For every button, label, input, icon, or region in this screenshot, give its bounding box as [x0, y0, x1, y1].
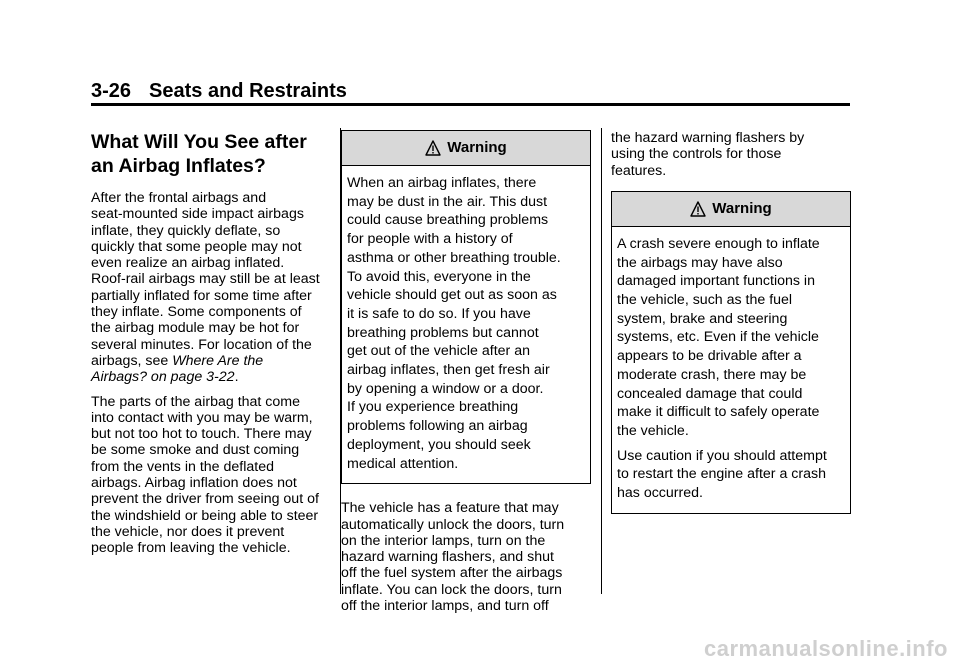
cross-reference-link-cont[interactable]: Airbags? on page 3-22 — [91, 369, 235, 386]
text-line: may be dust in the air. This dust — [347, 193, 548, 210]
page-number: 3-26 — [91, 80, 132, 102]
text-line: off the fuel system after the airbags — [341, 565, 563, 582]
text-line: moderate crash, there may be — [617, 366, 807, 383]
body-paragraph — [91, 394, 331, 557]
section-heading-line-2: an Airbag Inflates? — [91, 155, 266, 177]
page-header — [91, 79, 347, 103]
text-line: concealed damage that could — [617, 385, 803, 402]
text-line: the vehicle, nor does it prevent — [91, 523, 285, 540]
text-line: make it difficult to safely operate — [617, 404, 820, 421]
text-line: medical attention. — [347, 455, 459, 472]
text-line: airbags, see — [91, 352, 173, 369]
text-line: hazard warning flashers, and shut — [341, 549, 554, 566]
warning-text — [347, 174, 585, 473]
text-line: into contact with you may be warm, — [91, 409, 313, 426]
column-3 — [611, 130, 851, 514]
text-line: The parts of the airbag that come — [91, 393, 300, 410]
text-line: . — [234, 369, 239, 386]
text-line: the vehicle. — [617, 422, 689, 439]
text-line: the windshield or being able to steer — [91, 507, 319, 524]
text-line: even realize an airbag inflated. — [91, 255, 285, 272]
text-line: several minutes. For location of the — [91, 336, 312, 353]
text-line: partially inflated for some time after — [91, 287, 312, 304]
warning-text-1 — [617, 235, 845, 441]
warning-box-dust — [341, 130, 591, 484]
section-heading-line-1: What Will You See after — [91, 131, 307, 153]
text-line: the vehicle, such as the fuel — [617, 292, 793, 308]
body-paragraph — [341, 500, 591, 614]
text-line: vehicle should get out as soon as — [347, 287, 557, 304]
text-line: it is safe to do so. If you have — [347, 305, 531, 322]
column-2 — [341, 130, 591, 622]
text-line: people from leaving the vehicle. — [91, 540, 291, 557]
text-line: the airbags may have also — [617, 254, 783, 271]
section-title-header: Seats and Restraints — [149, 80, 347, 102]
text-line: When an airbag inflates, there — [347, 175, 537, 191]
warning-triangle-icon — [425, 140, 441, 156]
column-1 — [91, 130, 331, 565]
text-line: deployment, you should seek — [347, 436, 531, 453]
text-line: off the interior lamps, and turn off — [341, 598, 549, 615]
text-line: After the frontal airbags and — [91, 190, 267, 206]
text-line: on the interior lamps, turn on the — [341, 532, 546, 549]
text-line: A crash severe enough to inflate — [617, 235, 820, 252]
text-line: the airbag module may be hot for — [91, 320, 300, 337]
text-line: inflate, they quickly deflate, so — [91, 222, 281, 239]
warning-label: Warning — [712, 199, 772, 217]
text-line: automatically unlock the doors, turn — [341, 516, 565, 533]
text-line: airbag inflates, then get fresh air — [347, 362, 550, 379]
warning-header — [612, 192, 850, 227]
text-line: from the vents in the deflated — [91, 458, 274, 475]
text-line: using the controls for those — [611, 146, 782, 163]
text-line: the hazard warning flashers by — [611, 130, 805, 146]
text-line: airbags. Airbag inflation does not — [91, 475, 297, 492]
watermark: carmanualsonline.info — [704, 636, 948, 661]
text-line: features. — [611, 162, 667, 179]
text-line: could cause breathing problems — [347, 212, 549, 229]
text-line: get out of the vehicle after an — [347, 343, 530, 360]
text-line: problems following an airbag — [347, 418, 528, 435]
text-line: appears to be drivable after a — [617, 348, 802, 365]
warning-box-crash — [611, 191, 851, 514]
text-line: for people with a history of — [347, 231, 513, 248]
text-line: but not too hot to touch. There may — [91, 426, 312, 443]
text-line: breathing problems but cannot — [347, 324, 539, 341]
cross-reference-link[interactable]: Where Are the — [172, 352, 264, 369]
warning-body — [342, 166, 590, 483]
text-line: system, brake and steering — [617, 310, 788, 327]
text-line: be some smoke and dust coming — [91, 442, 300, 459]
text-line: Roof-rail airbags may still be at least — [91, 271, 320, 288]
text-line: they inflate. Some components of — [91, 304, 302, 321]
warning-body — [612, 227, 850, 513]
warning-triangle-icon — [690, 201, 706, 217]
header-rule — [91, 103, 850, 106]
section-heading — [91, 130, 331, 178]
warning-header — [342, 131, 590, 166]
text-line: Use caution if you should attempt — [617, 447, 827, 464]
text-line: To avoid this, everyone in the — [347, 268, 531, 285]
text-line: by opening a window or a door. — [347, 380, 544, 397]
text-line: systems, etc. Even if the vehicle — [617, 329, 819, 346]
warning-text-2 — [617, 447, 845, 503]
text-line: asthma or other breathing trouble. — [347, 249, 561, 266]
text-line: inflate. You can lock the doors, turn — [341, 581, 562, 598]
text-line: prevent the driver from seeing out of — [91, 491, 319, 508]
text-line: The vehicle has a feature that may — [341, 500, 559, 517]
intro-paragraph — [91, 190, 331, 386]
text-line: quickly that some people may not — [91, 238, 302, 255]
text-line: has occurred. — [617, 485, 703, 502]
text-line: to restart the engine after a crash — [617, 466, 826, 483]
body-paragraph — [611, 130, 851, 179]
text-line: If you experience breathing — [347, 399, 519, 416]
text-line: damaged important functions in — [617, 273, 815, 290]
warning-label: Warning — [447, 138, 507, 156]
column-divider-2 — [601, 128, 602, 594]
text-line: seat-mounted side impact airbags — [91, 206, 304, 223]
